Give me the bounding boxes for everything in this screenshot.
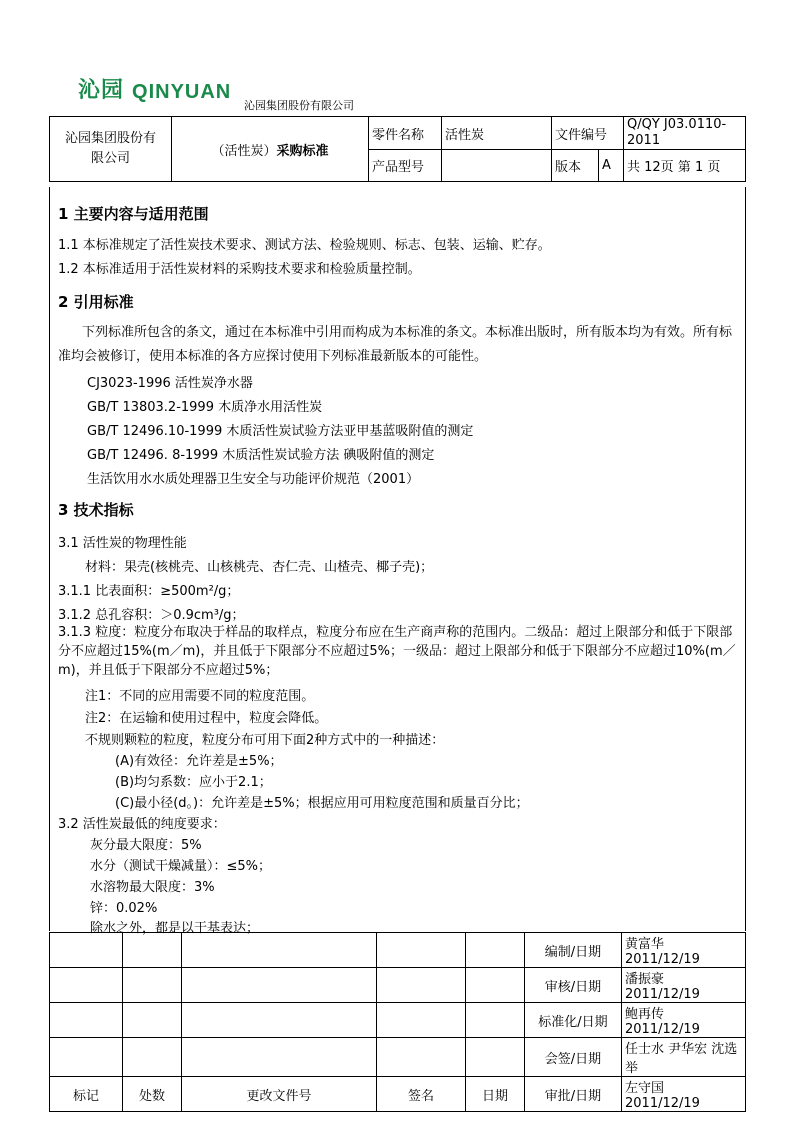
material: 材料：果壳(核桃壳、山核桃壳、杏仁壳、山楂壳、椰子壳)； (85, 560, 434, 575)
doc-no-label: 文件编号 (552, 117, 624, 150)
note-1: 注1：不同的应用需要不同的粒度范围。 (85, 689, 315, 704)
section-3-1-3: 3.1.3 粒度：粒度分布取决于样品的取样点，粒度分布应在生产商声称的范围内。二级品：超过上限部分和低于下限部分不应超过15%(m／m)，并且低于下限部分不应超过5%；一级品：超过上限部分和低于下限部分不应超过10%(m／m)，并且低于下限部分不应超过5%； (58, 625, 736, 678)
signoff-value-2: 潘振豪 2011/12/19 (622, 968, 746, 1003)
signoff-label-2: 审核/日期 (525, 968, 622, 1003)
company-logo (78, 76, 231, 104)
org-cell (50, 117, 172, 182)
section-2-title: 2 引用标准 (58, 293, 134, 311)
section-1-2: 1.2 本标准适用于活性炭材料的采购技术要求和检验质量控制。 (58, 262, 421, 277)
signoff-label-3: 标准化/日期 (525, 1003, 622, 1038)
section-3-1: 3.1 活性炭的物理性能 (58, 536, 187, 551)
note-2: 注2：在运输和使用过程中，粒度会降低。 (85, 711, 328, 726)
doc-title-suffix: 采购标准 (276, 143, 329, 159)
model-label: 产品型号 (369, 150, 442, 182)
ref-5: 生活饮用水水质处理器卫生安全与功能评价规范（2001） (87, 472, 420, 487)
section-1-1: 1.1 本标准规定了活性炭技术要求、测试方法、检验规则、标志、包装、运输、贮存。 (58, 238, 551, 253)
signoff-value-1: 黄富华 2011/12/19 (622, 933, 746, 968)
part-name-label: 零件名称 (369, 117, 442, 150)
ref-3: GB/T 12496.10-1999 木质活性炭试验方法亚甲基蓝吸附值的测定 (87, 424, 474, 439)
section-3-1-1: 3.1.1 比表面积：≥500m²/g； (58, 584, 240, 599)
org-name: 沁园集团股份有限公司 (64, 131, 156, 166)
footer-date: 日期 (466, 1077, 525, 1112)
signoff-value-3: 鲍再传 2011/12/19 (622, 1003, 746, 1038)
footer-place: 处数 (123, 1077, 182, 1112)
logo-en: QINYUAN (132, 81, 232, 103)
section-3-title: 3 技术指标 (58, 501, 134, 519)
logo-company-name: 沁园集团股份有限公司 (244, 99, 354, 112)
option-a: (A)有效径：允许差是±5%； (115, 754, 283, 769)
footer-sign: 签名 (377, 1077, 466, 1112)
page-info: 共 12页 第 1 页 (624, 150, 746, 182)
option-b: (B)均匀系数：应小于2.1； (115, 775, 272, 790)
signoff-label-5: 审批/日期 (525, 1077, 622, 1112)
signoff-label-1: 编制/日期 (525, 933, 622, 968)
option-c: (C)最小径(d。)：允许差是±5%；根据应用可用粒度范围和质量百分比； (115, 796, 529, 811)
signoff-table (49, 932, 746, 1112)
section-3-1-2: 3.1.2 总孔容积：＞0.9cm³/g； (58, 608, 245, 623)
version-label: 版本 (552, 150, 599, 182)
purity-5: 除水之外，都是以干基表达； (90, 921, 260, 936)
ref-2: GB/T 13803.2-1999 木质净水用活性炭 (87, 400, 323, 415)
section-1-title: 1 主要内容与适用范围 (58, 205, 209, 223)
doc-no-text: Q/QY J03.0110-2011 (627, 117, 727, 148)
signoff-value-4: 任士水 尹华宏 沈选举 (622, 1038, 746, 1077)
part-name-value: 活性炭 (442, 117, 552, 150)
section-3-2: 3.2 活性炭最低的纯度要求： (58, 817, 226, 832)
version-value: A (599, 150, 624, 182)
title-cell (172, 117, 369, 182)
purity-2: 水分（测试干燥减量）：≤5%； (90, 859, 272, 874)
header-table (49, 116, 746, 182)
content-body (49, 187, 746, 936)
purity-3: 水溶物最大限度：3% (90, 880, 215, 895)
ref-4: GB/T 12496. 8-1999 木质活性炭试验方法 碘吸附值的测定 (87, 448, 435, 463)
purity-4: 锌：0.02% (90, 901, 158, 916)
irregular-intro: 不规则颗粒的粒度，粒度分布可用下面2种方式中的一种描述： (85, 733, 445, 748)
section-2-paragraph: 下列标准所包含的条文，通过在本标准中引用而构成为本标准的条文。本标准出版时，所有版本均为有效。所有标准均会被修订，使用本标准的各方应探讨使用下列标准最新版本的可能性。 (58, 325, 733, 364)
footer-mark: 标记 (50, 1077, 123, 1112)
purity-1: 灰分最大限度：5% (90, 838, 202, 853)
doc-title-prefix: （活性炭） (211, 143, 277, 159)
doc-no-value (624, 117, 746, 150)
signoff-label-4: 会签/日期 (525, 1038, 622, 1077)
footer-doc: 更改文件号 (182, 1077, 377, 1112)
signoff-value-5: 左守国 2011/12/19 (622, 1077, 746, 1112)
ref-1: CJ3023-1996 活性炭净水器 (87, 376, 253, 391)
model-value (442, 150, 552, 182)
logo-cn: 沁园 (78, 78, 125, 103)
